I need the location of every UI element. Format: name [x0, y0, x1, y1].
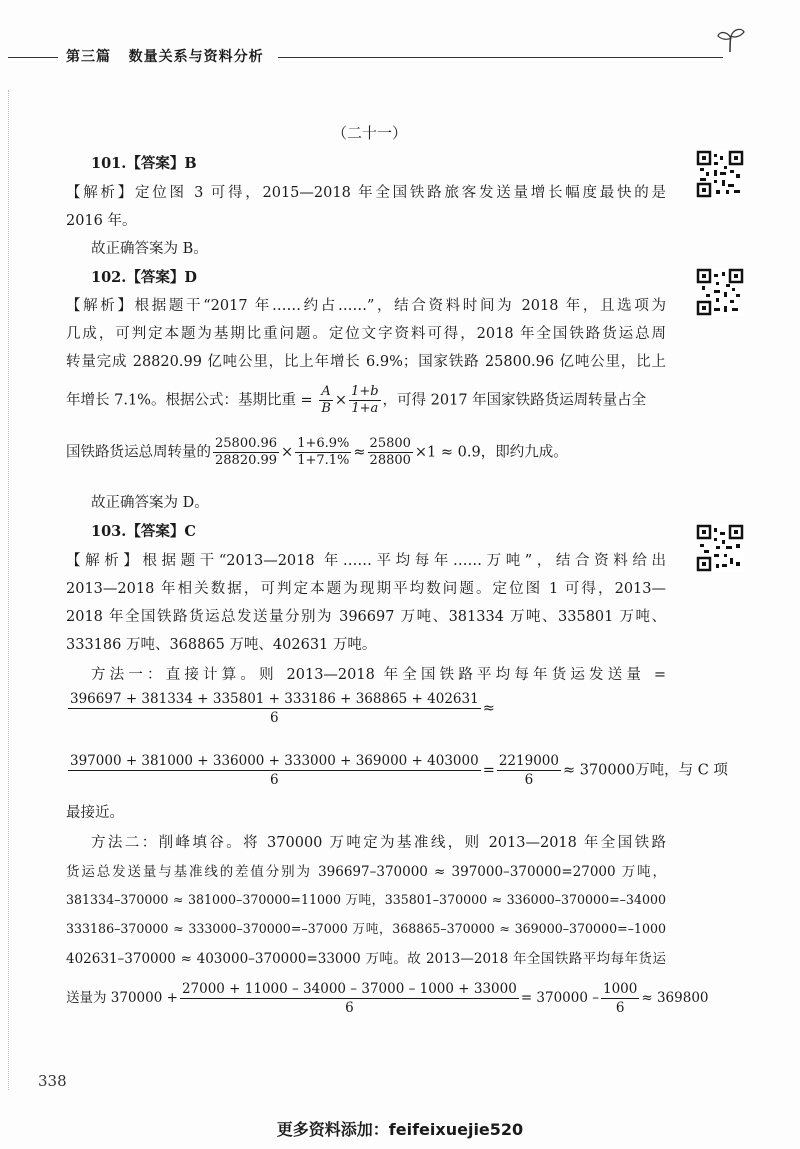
- q102-conclusion: 故正确答案为 D。: [91, 495, 209, 511]
- fraction-numerator: 1000: [603, 981, 638, 997]
- method-two-line3: 381334–370000 ≈ 381000–370000=11000 万吨，335801–370000 ≈ 336000–370000=–34000: [66, 892, 666, 907]
- fraction-adjustment: [601, 980, 639, 1017]
- fraction-c2: [295, 436, 351, 469]
- q103-analysis-line4: 333186 万吨、368865 万吨、402631 万吨。: [66, 637, 377, 653]
- fraction-denominator: 6: [270, 772, 279, 788]
- fraction-numerator: 25800: [369, 436, 411, 451]
- q103-analysis-line2: 2013—2018 年相关数据，可判定本题为现期平均数问题。定位图 1 可得，2013—: [66, 581, 666, 597]
- q103-analysis-line3: 2018 年全国铁路货运总发送量分别为 396697 万吨、381334 万吨、335801 万吨、: [66, 609, 666, 625]
- fraction-c3: [368, 436, 413, 469]
- fraction-denominator: 1+7.1%: [297, 453, 350, 468]
- q101-analysis-line1: 【解析】定位图 3 可得，2015—2018 年全国铁路旅客发送量增长幅度最快的是: [66, 185, 666, 201]
- formula-suffix: ，可得 2017 年国家铁路货运周转量占全: [382, 392, 647, 409]
- fraction-denominator: 6: [615, 1000, 625, 1016]
- fraction-numerator: 396697 + 381334 + 335801 + 333186 + 368865 + 402631: [70, 691, 479, 707]
- qr-code-icon[interactable]: [696, 150, 744, 198]
- final-prefix: 送量为 370000 +: [66, 990, 178, 1006]
- fraction-numerator: 1+6.9%: [297, 436, 350, 451]
- method-one-rounded-row: [66, 752, 728, 789]
- qr-code-icon[interactable]: [696, 268, 744, 316]
- q102-answer: 102.【答案】D: [91, 269, 197, 286]
- q102-analysis-line3: 转量完成 28820.99 亿吨公里，比上年增长 6.9%；国家铁路 25800.96 亿吨公里，比上: [66, 354, 666, 370]
- method-two-line5: 402631–370000 ≈ 403000–370000=33000 万吨。故 2013—2018 年全国铁路平均每年货运: [66, 951, 666, 967]
- header-title: 数量关系与资料分析: [128, 49, 264, 65]
- page-number: 338: [38, 1072, 67, 1090]
- header-chapter: 第三篇: [66, 49, 111, 65]
- fraction-a-over-b: [319, 384, 333, 417]
- method-one-result: ≈ 370000万吨，与 C 项: [562, 762, 728, 779]
- fraction-numerator: 397000 + 381000 + 336000 + 333000 + 369000 + 403000: [70, 753, 479, 769]
- method-two-line4: 333186–370000 ≈ 333000–370000=–37000 万吨，368865–370000 ≈ 369000–370000=–1000: [66, 921, 666, 936]
- fraction-deviation-sum: [180, 980, 519, 1017]
- method-one-line: 方法一：直接计算。则 2013—2018 年全国铁路平均每年货运发送量 =: [91, 667, 666, 683]
- fraction-denominator: 28800: [369, 453, 411, 468]
- fraction-numerator: A: [321, 384, 331, 399]
- running-header: [8, 46, 748, 66]
- q103-analysis-line1: 【解析】根据题干“2013—2018 年……平均每年……万吨”，结合资料给出: [66, 553, 666, 569]
- fraction-numerator: 25800.96: [215, 436, 278, 451]
- method-one-closest: 最接近。: [66, 805, 124, 821]
- fraction-denominator: 1+a: [351, 401, 379, 416]
- section-title: （二十一）: [332, 124, 408, 142]
- q102-calculation-line: 国铁路货运总周转量的 $\frac{25800.96}{28820.99}$ × $\frac{1+6.9\%}{1+7.1\%}$ ≈ $\frac{25800}{28800}$ ×1 ≈ 0.9，即约九成。: [66, 436, 568, 468]
- fraction-raw-sum: [68, 690, 481, 727]
- q101-conclusion: 故正确答案为 B。: [91, 241, 208, 257]
- fraction-denominator: 6: [345, 1000, 354, 1016]
- q102-analysis-line1: 【解析】根据题干“2017 年……约占……”，结合资料时间为 2018 年，且选项为: [66, 298, 666, 314]
- fraction-rounded-sum: [68, 752, 481, 789]
- fraction-denominator: 28820.99: [215, 453, 278, 468]
- sprout-icon: [716, 26, 746, 54]
- q103-answer: 103.【答案】C: [91, 523, 196, 540]
- final-result: ≈ 369800: [641, 990, 709, 1006]
- header-text: [66, 46, 264, 66]
- approx-sign: ≈: [482, 700, 495, 717]
- footer-note: 更多资料添加：feifeixuejie520: [276, 1120, 524, 1139]
- fraction-c1: [213, 436, 279, 469]
- method-two-line1: 方法二：削峰填谷。将 370000 万吨定为基准线，则 2013—2018 年全国铁路: [91, 835, 666, 851]
- method-two-final-row: [66, 980, 709, 1017]
- header-rule-right: [278, 57, 723, 58]
- calc-prefix: 国铁路货运总周转量的: [66, 444, 211, 461]
- header-rule-left: [8, 57, 58, 58]
- fraction-total: [497, 752, 561, 789]
- q102-analysis-line2: 几成，可判定本题为基期比重问题。定位文字资料可得，2018 年全国铁路货运总周: [66, 326, 666, 342]
- fraction-denominator: B: [321, 401, 331, 416]
- q102-formula-line: 年增长 7.1%。根据公式：基期比重 = $\frac{A}{B}$ × $\frac{1+b}{1+a}$ ，可得 2017 年国家铁路货运周转量占全: [66, 384, 647, 416]
- q101-answer: 101.【答案】B: [91, 155, 197, 172]
- fraction-numerator: 1+b: [351, 384, 379, 399]
- calc-suffix: ×1 ≈ 0.9，即约九成。: [414, 444, 568, 461]
- fraction-denominator: 6: [270, 710, 279, 726]
- qr-code-icon[interactable]: [696, 524, 744, 572]
- fraction-growth-ratio: [349, 384, 381, 417]
- method-one-fraction-row: [66, 690, 495, 727]
- binding-margin: [8, 90, 9, 1090]
- q101-analysis-line2: 2016 年。: [66, 213, 137, 229]
- formula-prefix: 年增长 7.1%。根据公式：基期比重 =: [66, 392, 313, 409]
- equals-sign: =: [482, 762, 495, 779]
- final-mid: = 370000 –: [520, 990, 599, 1006]
- fraction-numerator: 2219000: [498, 753, 559, 769]
- fraction-numerator: 27000 + 11000 – 34000 – 37000 – 1000 + 33000: [181, 981, 517, 997]
- fraction-denominator: 6: [524, 772, 534, 788]
- method-two-line2: 货运总发送量与基准线的差值分别为 396697–370000 ≈ 397000–370000=27000 万吨，: [66, 864, 666, 880]
